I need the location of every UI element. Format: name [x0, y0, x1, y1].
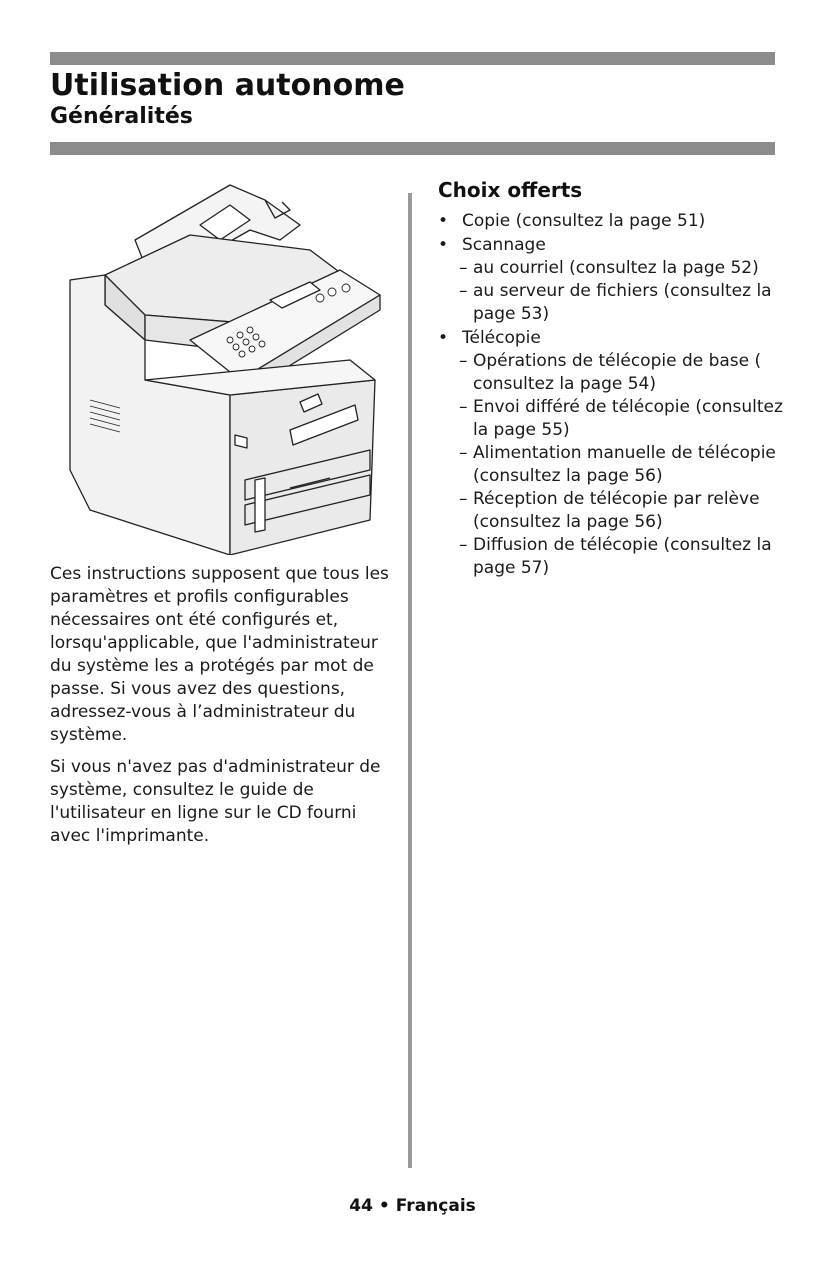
list-item-label: Scannage — [462, 235, 546, 255]
bullet-icon: • — [438, 328, 449, 348]
sub-list-item — [459, 534, 783, 580]
options-section — [438, 176, 783, 581]
sub-list-item — [459, 488, 783, 534]
sub-list-item — [459, 257, 783, 280]
page-subtitle: Généralités — [50, 104, 193, 129]
sub-list — [459, 257, 783, 326]
page-footer — [0, 1195, 825, 1217]
list-item — [438, 210, 783, 233]
sub-list-item — [459, 396, 783, 442]
list-item-label: Télécopie — [462, 328, 541, 348]
intro-paragraph: Si vous n'avez pas d'administrateur de système, consultez le guide de l'utilisateur en ligne sur le CD fourni avec l'imprimante. — [50, 757, 381, 846]
dash-icon: – — [459, 443, 468, 463]
footer-separator: • — [378, 1196, 390, 1216]
list-item — [438, 327, 783, 580]
printer-illustration — [50, 180, 385, 555]
header-rule-bottom — [50, 142, 775, 155]
sub-list-item-label: au courriel (consultez la page 52) — [473, 258, 759, 278]
bullet-icon: • — [438, 211, 449, 231]
header-rule-top — [50, 52, 775, 65]
page-number: 44 — [349, 1196, 373, 1216]
options-list — [438, 210, 783, 580]
list-item-label: Copie (consultez la page 51) — [462, 211, 706, 231]
dash-icon: – — [459, 489, 468, 509]
sub-list-item-label: Opérations de télécopie de base ( consultez la page 54) — [473, 351, 762, 394]
dash-icon: – — [459, 258, 468, 278]
footer-language: Français — [395, 1196, 476, 1216]
sub-list — [459, 350, 783, 580]
sub-list-item — [459, 350, 783, 396]
sub-list-item — [459, 442, 783, 488]
page-title: Utilisation autonome — [50, 68, 405, 103]
sub-list-item-label: Réception de télécopie par relève (consultez la page 56) — [473, 489, 760, 532]
sub-list-item-label: Envoi différé de télécopie (consultez la page 55) — [473, 397, 783, 440]
sub-list-item — [459, 280, 783, 326]
sub-list-item-label: Alimentation manuelle de télécopie (consultez la page 56) — [473, 443, 776, 486]
list-item — [438, 234, 783, 326]
intro-paragraph: Ces instructions supposent que tous les paramètres et profils configurables nécessaires ont été configurés et, lorsqu'applicable, que l'administrateur du système les a protégés par mot de passe. Si vous avez des questions, adressez-vous à l’administrateur du système. — [50, 564, 389, 745]
sub-list-item-label: Diffusion de télécopie (consultez la page 57) — [473, 535, 772, 578]
dash-icon: – — [459, 397, 468, 417]
intro-text — [50, 563, 390, 857]
dash-icon: – — [459, 535, 468, 555]
sub-list-item-label: au serveur de fichiers (consultez la page 53) — [473, 281, 772, 324]
bullet-icon: • — [438, 235, 449, 255]
options-heading: Choix offerts — [438, 178, 583, 202]
column-divider — [408, 193, 412, 1168]
dash-icon: – — [459, 351, 468, 371]
dash-icon: – — [459, 281, 468, 301]
